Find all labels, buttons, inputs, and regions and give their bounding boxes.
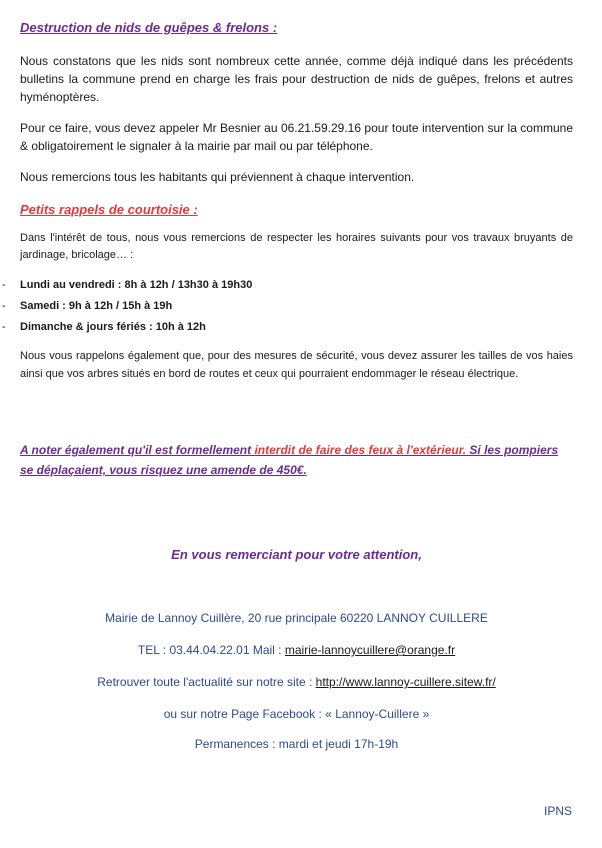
schedule-item: - Dimanche & jours fériés : 10h à 12h — [20, 317, 580, 338]
contact-tel-mail: TEL : 03.44.04.22.01 Mail : mairie-lannoycuillere@orange.fr — [137, 643, 456, 657]
schedule-list — [2, 275, 580, 338]
nests-paragraph-1: Nous constatons que les nids sont nombreux cette année, comme déjà indiqué dans les précédents bulletins la commune prend en charge les frais pour destruction de nids de guêpes, frelons et autres hyménoptères. — [20, 54, 573, 104]
bullet-dash: - — [2, 279, 6, 291]
section-title-nests: Destruction de nids de guêpes & frelons : — [20, 20, 278, 35]
section-title-courtesy: Petits rappels de courtoisie : — [20, 202, 198, 217]
contact-facebook: ou sur notre Page Facebook : « Lannoy-Cuillere » — [163, 707, 430, 721]
contact-website: Retrouver toute l'actualité sur notre site : http://www.lannoy-cuillere.sitew.fr/ — [97, 675, 496, 689]
contact-address: Mairie de Lannoy Cuillère, 20 rue principale 60220 LANNOY CUILLERE — [105, 611, 488, 625]
schedule-item: - Lundi au vendredi : 8h à 12h / 13h30 à 19h30 — [20, 275, 580, 296]
closing-thanks: En vous remerciant pour votre attention, — [171, 547, 422, 562]
courtesy-intro: Dans l'intérêt de tous, nous vous remercions de respecter les horaires suivants pour vos travaux bruyants de jardinage, bricolage… : — [20, 232, 573, 261]
email-link[interactable]: mairie-lannoycuillere@orange.fr — [284, 643, 456, 657]
fire-warning-emphasis: interdit de faire des feux à l'extérieur. — [254, 443, 467, 457]
bullet-dash: - — [2, 300, 6, 312]
fire-warning: A noter également qu'il est formellement interdit de faire des feux à l'extérieur. Si les pompiers se déplaçaient, vous risquez une amende de 450€. — [20, 443, 559, 477]
website-link[interactable]: http://www.lannoy-cuillere.sitew.fr/ — [315, 675, 496, 689]
nests-paragraph-2: Pour ce faire, vous devez appeler Mr Besnier au 06.21.59.29.16 pour toute intervention sur la commune & obligatoirement le signaler à la mairie par mail ou par téléphone. — [20, 121, 573, 153]
nests-paragraph-3: Nous remercions tous les habitants qui préviennent à chaque intervention. — [20, 170, 415, 184]
contact-hours: Permanences : mardi et jeudi 17h-19h — [194, 737, 399, 751]
hedges-paragraph: Nous vous rappelons également que, pour des mesures de sécurité, vous devez assurer les tailles de vos haies ainsi que vos arbres situés en bord de routes et ceux qui pourraient endommager le réseau électrique. — [20, 350, 573, 380]
ipns-tag: IPNS — [543, 804, 572, 818]
bullet-dash: - — [2, 321, 6, 333]
schedule-item: - Samedi : 9h à 12h / 15h à 19h — [20, 296, 580, 317]
